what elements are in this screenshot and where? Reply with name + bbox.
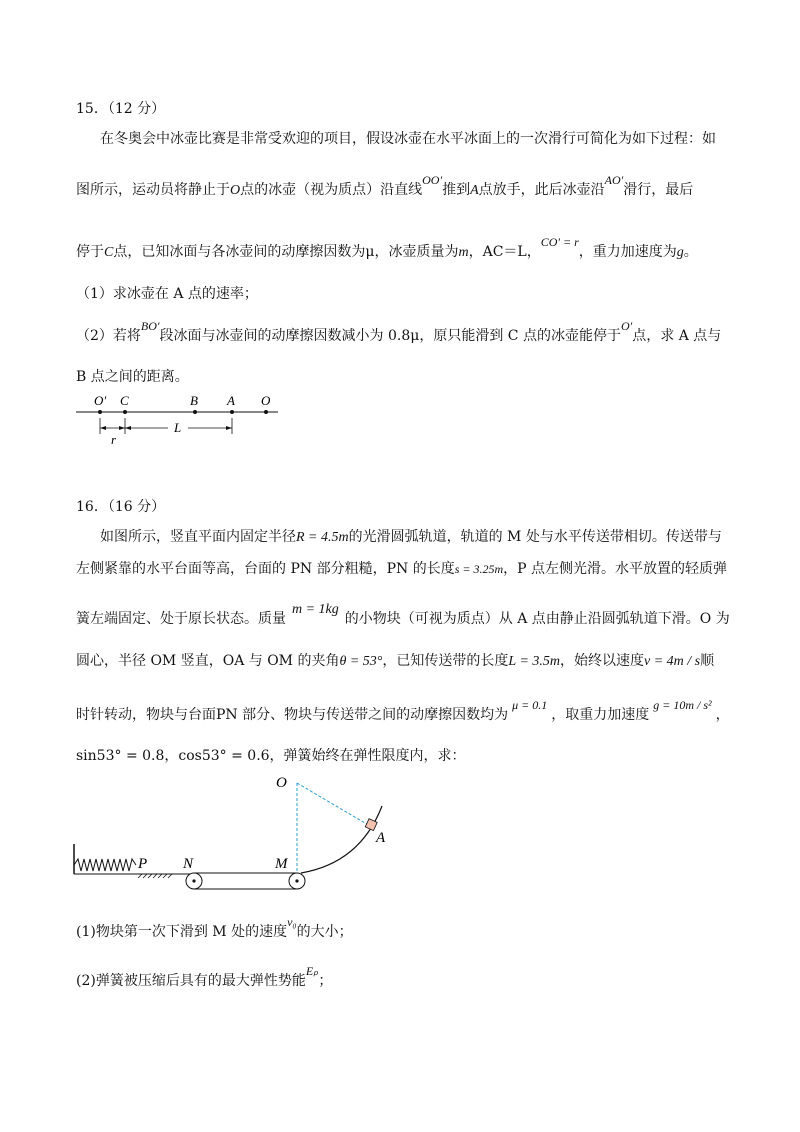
point-b-label: B: [190, 393, 198, 408]
q15-subquestion-2: （2）若将BO′段冰面与冰壶间的动摩擦因数减小为 0.8μ，原只能滑到 C 点的冰壶能停于O′点，求 A 点与: [76, 319, 722, 344]
point-a-label: A: [376, 830, 386, 846]
q15-subquestion-1: （1）求冰壶在 A 点的速率；: [76, 286, 258, 302]
point-m-label: M: [275, 856, 288, 872]
q16-paragraph-line-3: 簧左端固定、处于原长状态。质量m = 1kg的小物块（可视为质点）从 A 点由静止沿圆弧轨道下滑。O 为: [76, 602, 730, 627]
q15-paragraph-line-1: 在冬奥会中冰壶比赛是非常受欢迎的项目，假设冰壶在水平冰面上的一次滑行可简化为如下过程：如: [100, 131, 716, 147]
q16-header: 16．（16 分）: [76, 499, 166, 515]
point-n-label: N: [183, 856, 194, 872]
q16-paragraph-line-6: sin53° = 0.8，cos53° = 0.6，弹簧始终在弹性限度内，求：: [76, 748, 466, 764]
q15-paragraph-line-2: 图所示，运动员将静止于O点的冰壶（视为质点）沿直线OO′推到A点放手，此后冰壶沿AO′滑行，最后: [76, 173, 694, 198]
point-a-label: A: [227, 393, 235, 408]
q15-header: 15．（12 分）: [76, 101, 166, 117]
point-p-label: P: [138, 856, 148, 872]
q16-subquestion-1: (1)物块第一次下滑到 M 处的速度v₀的大小；: [76, 915, 353, 940]
o-prime-label: O′: [620, 319, 633, 333]
q16-paragraph-line-5: 时针转动，物块与台面PN 部分、物块与传送带之间的动摩擦因数均为μ = 0.1，取重力加速度g = 10m / s²，: [76, 698, 730, 723]
co-prime-equation: CO′ = r: [540, 235, 579, 249]
point-c-label: C: [120, 393, 129, 408]
point-o-label: O: [261, 393, 271, 408]
q15-figure: [70, 390, 290, 450]
dimension-r-label: r: [111, 432, 117, 447]
q16-paragraph-line-2: 左侧紧靠的水平台面等高，台面的 PN 部分粗糙，PN 的长度s = 3.25m，P 点左侧光滑。水平放置的轻质弹: [76, 561, 728, 577]
q15-subquestion-2-cont: B 点之间的距离。: [76, 369, 189, 385]
q16-subquestion-2: (2)弹簧被压缩后具有的最大弹性势能Eₚ；: [76, 964, 333, 989]
q16-paragraph-line-4: 圆心，半径 OM 竖直，OA 与 OM 的夹角θ = 53°，已知传送带的长度L = 3.5m，始终以速度v = 4m / s顺: [76, 653, 715, 669]
oo-prime-label: OO′: [422, 173, 443, 187]
q16-paragraph-line-1: 如图所示，竖直平面内固定半径R = 4.5m的光滑圆弧轨道，轨道的 M 处与水平传送带相切。传送带与: [100, 529, 722, 545]
point-o-label: O: [276, 775, 287, 791]
q16-figure: [70, 768, 410, 898]
q15-paragraph-line-3: 停于C点，已知冰面与各冰壶间的动摩擦因数为μ，冰壶质量为m，AC＝L，CO′ = r，重力加速度为g。: [76, 235, 698, 260]
bo-prime-label: BO′: [140, 319, 160, 333]
point-o-prime-label: O′: [94, 393, 107, 408]
ao-prime-label: AO′: [604, 173, 624, 187]
dimension-l-label: L: [174, 420, 182, 435]
